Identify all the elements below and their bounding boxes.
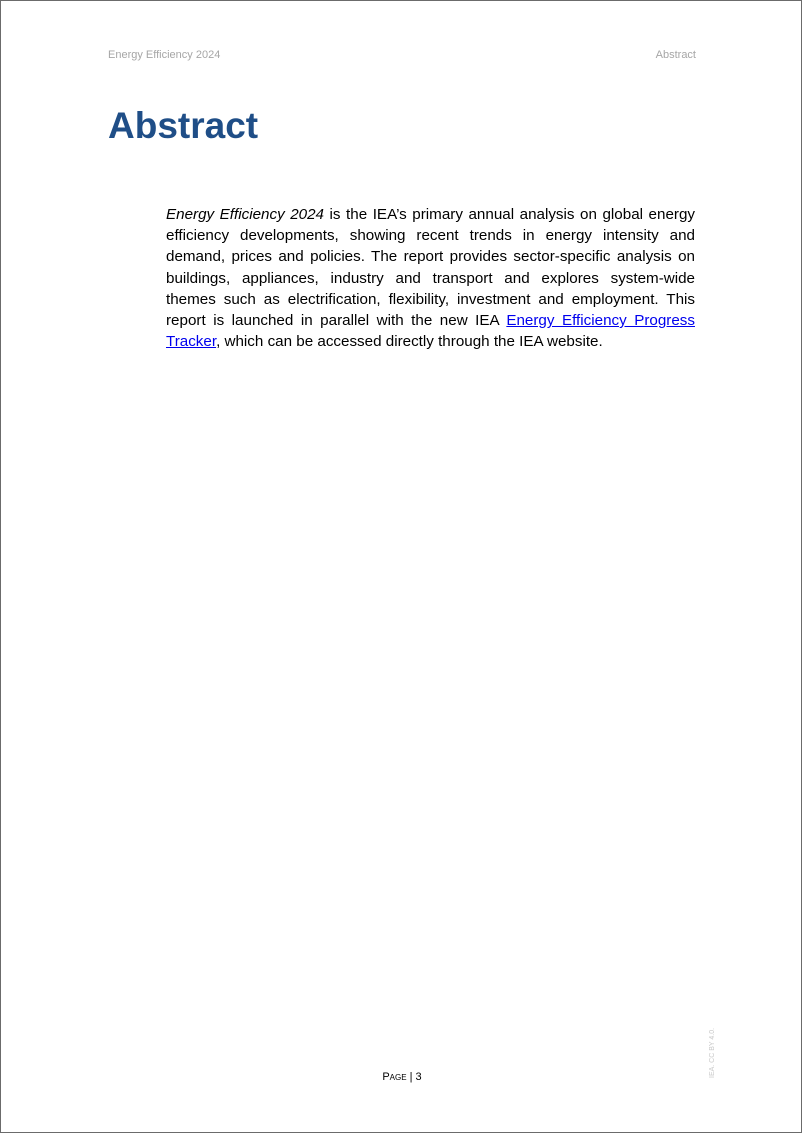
page-number: 3 bbox=[415, 1071, 422, 1083]
report-name-italic: Energy Efficiency 2024 bbox=[166, 206, 324, 223]
page-label: Page bbox=[382, 1071, 407, 1083]
header-section-name: Abstract bbox=[655, 49, 696, 61]
paragraph-text-before-link: is the IEA’s primary annual analysis on global energy efficiency developments, showing recent trends in energy intensity and demand, prices and policies. The report provides sector-specific analysis on buildings, appliances, industry and transport and explores system-wide themes such as electrification, flexibility, investment and employment. This report is launched in parallel with the new IEA bbox=[166, 206, 695, 330]
page-separator: | bbox=[406, 1071, 416, 1083]
progress-tracker-link[interactable]: Energy Efficiency Progress Tracker bbox=[166, 312, 695, 351]
license-note: IEA. CC BY 4.0. bbox=[709, 1027, 716, 1078]
header-report-title: Energy Efficiency 2024 bbox=[108, 49, 221, 61]
paragraph-text-after-link: , which can be accessed directly through the IEA website. bbox=[216, 333, 603, 351]
page-title: Abstract bbox=[108, 105, 259, 146]
abstract-paragraph bbox=[166, 204, 695, 352]
page-footer bbox=[1, 1071, 802, 1083]
